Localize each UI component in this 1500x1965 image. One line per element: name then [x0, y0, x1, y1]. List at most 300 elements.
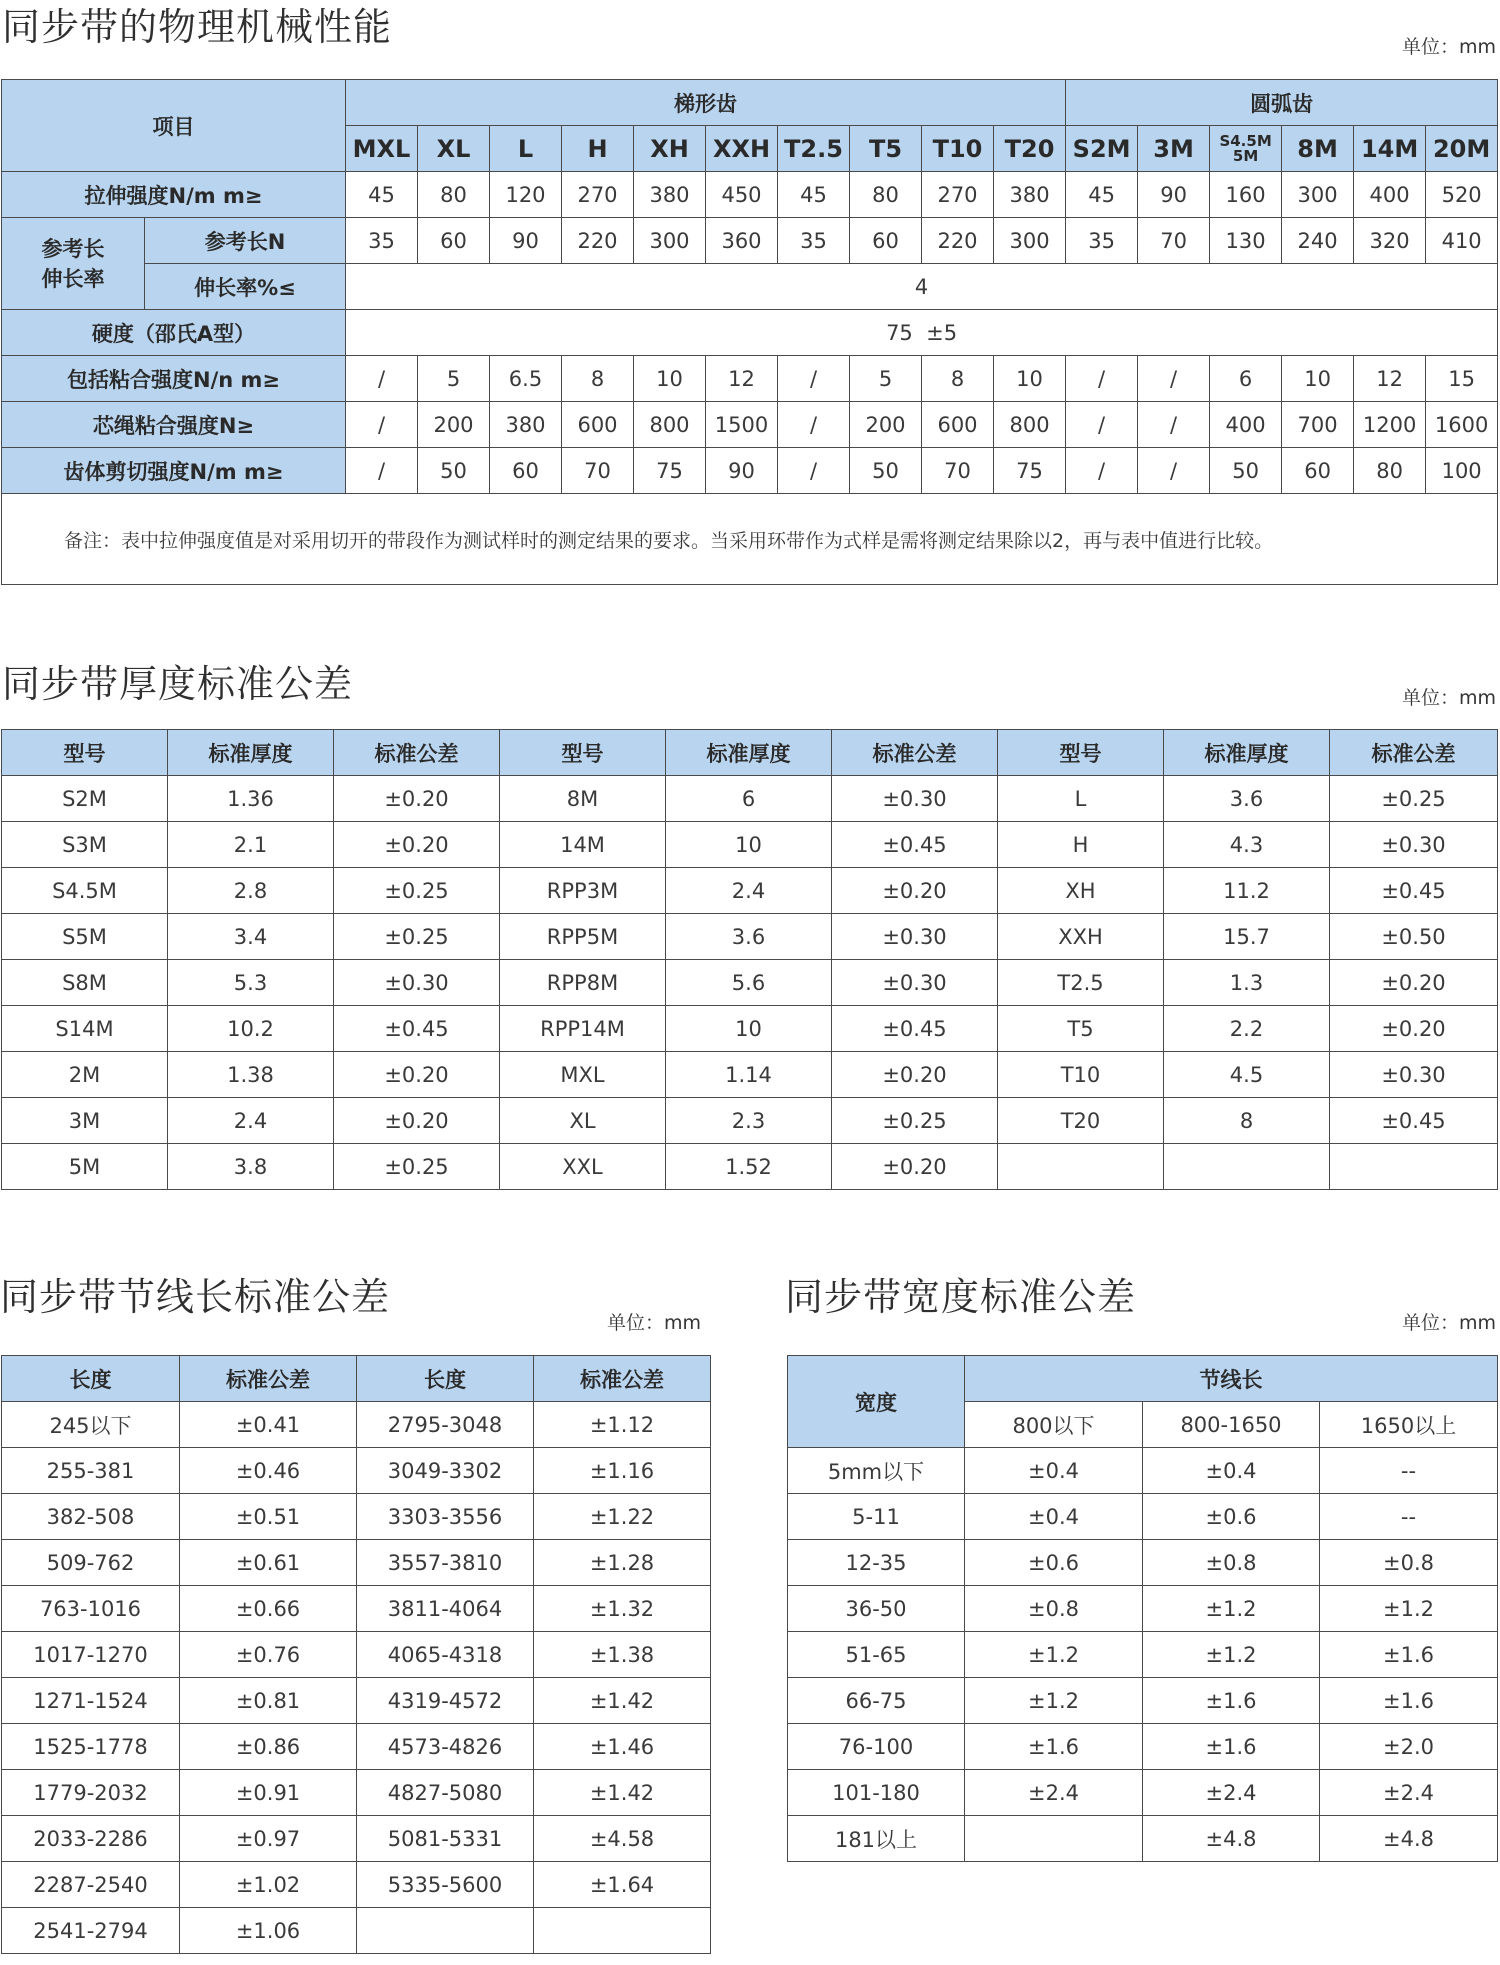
table-cell: 3811-4064	[357, 1586, 534, 1632]
width-table	[787, 1355, 1498, 1862]
tensile-value: 45	[778, 172, 850, 218]
table-cell: 509-762	[2, 1540, 180, 1586]
table-cell: ±0.30	[832, 914, 998, 960]
cord-value: /	[1066, 402, 1138, 448]
table-cell: ±0.45	[832, 822, 998, 868]
table-row	[2, 1724, 711, 1770]
type-header-8m: 8M	[1282, 126, 1354, 172]
table-cell: --	[1320, 1448, 1498, 1494]
cord-value: 200	[418, 402, 490, 448]
table-row	[2, 1678, 711, 1724]
table-cell: 1.38	[168, 1052, 334, 1098]
type-header-s45m-line2: 5M	[1232, 146, 1259, 165]
table-row	[2, 1098, 1498, 1144]
type-header-s4-5m	[1210, 126, 1282, 172]
table-cell: 245以下	[2, 1402, 180, 1448]
table-cell: RPP3M	[500, 868, 666, 914]
table-cell: ±1.28	[534, 1540, 711, 1586]
wrap-value: 8	[562, 356, 634, 402]
table-cell: ±0.51	[180, 1494, 357, 1540]
table-cell: ±1.6	[1320, 1678, 1498, 1724]
elong-value: 4	[346, 264, 1498, 310]
table-cell: 2.8	[168, 868, 334, 914]
wrap-value: 12	[706, 356, 778, 402]
table-row	[2, 868, 1498, 914]
section4-unit: 单位：mm	[1401, 1312, 1496, 1334]
table-cell: 2M	[2, 1052, 168, 1098]
table-cell: ±4.8	[1320, 1816, 1498, 1862]
table-cell: ±0.76	[180, 1632, 357, 1678]
cord-value: 800	[994, 402, 1066, 448]
cord-value: 800	[634, 402, 706, 448]
section1-unit: 单位：mm	[1401, 36, 1496, 58]
table-cell: ±2.4	[965, 1770, 1143, 1816]
shear-value: 70	[922, 448, 994, 494]
table-cell: 8M	[500, 776, 666, 822]
thickness-col-header: 标准公差	[334, 730, 500, 776]
row-label: 齿体剪切强度N/m m≥	[2, 448, 346, 494]
pitch-length-table	[1, 1355, 711, 1954]
table-cell: ±1.2	[1320, 1586, 1498, 1632]
table-row	[788, 1540, 1498, 1586]
table-cell: 1.14	[666, 1052, 832, 1098]
ref_len-value: 240	[1282, 218, 1354, 264]
type-header-t2-5: T2.5	[778, 126, 850, 172]
table-row	[2, 822, 1498, 868]
type-header-3m: 3M	[1138, 126, 1210, 172]
wrap-value: 10	[634, 356, 706, 402]
elong-row	[2, 264, 1498, 310]
hardness-row	[2, 310, 1498, 356]
table-cell: XXH	[998, 914, 1164, 960]
cord-value: /	[346, 402, 418, 448]
table-row	[2, 1908, 711, 1954]
table-cell: ±0.8	[1143, 1540, 1320, 1586]
shear-value: 60	[490, 448, 562, 494]
wrap-value: /	[1138, 356, 1210, 402]
table-cell: ±1.2	[1143, 1586, 1320, 1632]
thickness-col-header: 标准公差	[832, 730, 998, 776]
shear-value: 75	[994, 448, 1066, 494]
table-cell: ±0.30	[334, 960, 500, 1006]
cord-value: /	[1138, 402, 1210, 448]
table-cell: ±0.20	[1330, 960, 1498, 1006]
table-cell: 66-75	[788, 1678, 965, 1724]
ref_len-value: 220	[562, 218, 634, 264]
table-cell: S5M	[2, 914, 168, 960]
table-cell: RPP14M	[500, 1006, 666, 1052]
table-row	[788, 1494, 1498, 1540]
table-cell: 2287-2540	[2, 1862, 180, 1908]
table-cell: S3M	[2, 822, 168, 868]
type-header-20m: 20M	[1426, 126, 1498, 172]
table-row	[788, 1724, 1498, 1770]
row-label: 伸长率%≤	[145, 264, 346, 310]
table-cell: ±0.30	[832, 960, 998, 1006]
wrap-value: 6	[1210, 356, 1282, 402]
table-row	[788, 1678, 1498, 1724]
table-cell: ±0.97	[180, 1816, 357, 1862]
wrap-value: /	[778, 356, 850, 402]
table-cell: 4.5	[1164, 1052, 1330, 1098]
pitch-col-header: 长度	[2, 1356, 180, 1402]
table-cell: ±2.4	[1320, 1770, 1498, 1816]
table-cell: ±0.4	[965, 1494, 1143, 1540]
section4-title: 同步带宽度标准公差	[785, 1275, 1137, 1319]
table-cell: XL	[500, 1098, 666, 1144]
section2-title: 同步带厚度标准公差	[2, 662, 354, 706]
table-cell: 12-35	[788, 1540, 965, 1586]
tensile-value: 400	[1354, 172, 1426, 218]
table-cell: L	[998, 776, 1164, 822]
tensile-value: 270	[922, 172, 994, 218]
table-row	[2, 1448, 711, 1494]
table-cell: ±1.2	[965, 1678, 1143, 1724]
table-row	[2, 1540, 711, 1586]
hardness-value: 75 ±5	[346, 310, 1498, 356]
table-cell: ±1.38	[534, 1632, 711, 1678]
table-cell: ±1.6	[1320, 1632, 1498, 1678]
table-cell: ±0.45	[1330, 1098, 1498, 1144]
ref_len-value: 220	[922, 218, 994, 264]
note-row	[2, 494, 1498, 585]
cord-value: 200	[850, 402, 922, 448]
tensile-value: 160	[1210, 172, 1282, 218]
thickness-header-row	[2, 730, 1498, 776]
cord-row	[2, 402, 1498, 448]
arc-header: 圆弧齿	[1066, 80, 1498, 126]
table-cell: 2.3	[666, 1098, 832, 1144]
table-cell: ±0.45	[1330, 868, 1498, 914]
pitch-len-sub-header: 800以下	[965, 1402, 1143, 1448]
tensile-value: 450	[706, 172, 778, 218]
table-cell: 5-11	[788, 1494, 965, 1540]
tensile-value: 270	[562, 172, 634, 218]
ref_len-value: 35	[1066, 218, 1138, 264]
width-header: 宽度	[788, 1356, 965, 1448]
table-cell: RPP8M	[500, 960, 666, 1006]
type-header-mxl: MXL	[346, 126, 418, 172]
row-label: 参考长N	[145, 218, 346, 264]
table-cell: XH	[998, 868, 1164, 914]
cord-value: 600	[922, 402, 994, 448]
row-label: 芯绳粘合强度N≥	[2, 402, 346, 448]
table-cell: T5	[998, 1006, 1164, 1052]
table-cell: ±0.25	[832, 1098, 998, 1144]
table-cell: ±0.86	[180, 1724, 357, 1770]
table-cell	[1164, 1144, 1330, 1190]
note-text: 备注：表中拉伸强度值是对采用切开的带段作为测试样时的测定结果的要求。当采用环带作为式样是需将测定结果除以2，再与表中值进行比较。	[2, 494, 1498, 585]
tensile-value: 45	[346, 172, 418, 218]
row-label: 包括粘合强度N/n m≥	[2, 356, 346, 402]
cord-value: 1500	[706, 402, 778, 448]
shear-value: 100	[1426, 448, 1498, 494]
table-cell: ±0.50	[1330, 914, 1498, 960]
table-cell: 5335-5600	[357, 1862, 534, 1908]
tensile-value: 300	[1282, 172, 1354, 218]
table-cell: 1525-1778	[2, 1724, 180, 1770]
table-cell	[1330, 1144, 1498, 1190]
tensile-row	[2, 172, 1498, 218]
pitch-len-sub-header: 800-1650	[1143, 1402, 1320, 1448]
table-cell: 5M	[2, 1144, 168, 1190]
tensile-value: 380	[994, 172, 1066, 218]
table-cell: ±2.0	[1320, 1724, 1498, 1770]
table-cell: 36-50	[788, 1586, 965, 1632]
table-cell: 3.6	[666, 914, 832, 960]
table-cell: ±0.25	[334, 868, 500, 914]
table-cell: S2M	[2, 776, 168, 822]
thickness-col-header: 标准厚度	[666, 730, 832, 776]
type-header-xh: XH	[634, 126, 706, 172]
table-row	[2, 914, 1498, 960]
type-header-l: L	[490, 126, 562, 172]
shear-value: 70	[562, 448, 634, 494]
table-cell: ±0.91	[180, 1770, 357, 1816]
table-cell: ±1.2	[965, 1632, 1143, 1678]
table-row	[788, 1632, 1498, 1678]
table-cell	[965, 1816, 1143, 1862]
table-cell: ±0.25	[334, 914, 500, 960]
shear-value: 80	[1354, 448, 1426, 494]
table-cell: 15.7	[1164, 914, 1330, 960]
table-cell: ±1.6	[965, 1724, 1143, 1770]
table-cell: T2.5	[998, 960, 1164, 1006]
table-cell: ±0.8	[1320, 1540, 1498, 1586]
table-cell: ±0.81	[180, 1678, 357, 1724]
ref-len-row	[2, 218, 1498, 264]
thickness-col-header: 标准公差	[1330, 730, 1498, 776]
shear-value: 50	[850, 448, 922, 494]
table-cell: 2.4	[168, 1098, 334, 1144]
table-cell: ±0.30	[1330, 1052, 1498, 1098]
table-cell: ±0.20	[334, 776, 500, 822]
table-cell: 2.2	[1164, 1006, 1330, 1052]
table-cell: ±0.20	[1330, 1006, 1498, 1052]
table-cell: 4827-5080	[357, 1770, 534, 1816]
table-cell: ±1.02	[180, 1862, 357, 1908]
table-cell: ±1.46	[534, 1724, 711, 1770]
table-cell: ±0.20	[832, 1144, 998, 1190]
table-cell: ±4.58	[534, 1816, 711, 1862]
table-cell: 1017-1270	[2, 1632, 180, 1678]
type-header-h: H	[562, 126, 634, 172]
thickness-col-header: 标准厚度	[168, 730, 334, 776]
ref_len-value: 35	[346, 218, 418, 264]
table-cell: 5mm以下	[788, 1448, 965, 1494]
table-cell: RPP5M	[500, 914, 666, 960]
table-cell: ±1.64	[534, 1862, 711, 1908]
thickness-col-header: 型号	[2, 730, 168, 776]
table-cell: ±0.46	[180, 1448, 357, 1494]
tensile-value: 380	[634, 172, 706, 218]
pitch-col-header: 长度	[357, 1356, 534, 1402]
table-cell	[534, 1908, 711, 1954]
table-cell: ±0.61	[180, 1540, 357, 1586]
section3-title: 同步带节线长标准公差	[0, 1275, 391, 1319]
table-cell: 3.6	[1164, 776, 1330, 822]
table-cell: ±0.20	[832, 868, 998, 914]
table-cell: ±0.20	[334, 1098, 500, 1144]
table-row	[2, 1052, 1498, 1098]
pitch-header-row	[2, 1356, 711, 1402]
table-cell: ±0.45	[334, 1006, 500, 1052]
shear-value: /	[1066, 448, 1138, 494]
table-cell: 255-381	[2, 1448, 180, 1494]
table-cell: ±1.2	[1143, 1632, 1320, 1678]
table-cell: ±0.41	[180, 1402, 357, 1448]
tensile-value: 45	[1066, 172, 1138, 218]
table-cell: 14M	[500, 822, 666, 868]
cord-value: 700	[1282, 402, 1354, 448]
wrap-value: /	[1066, 356, 1138, 402]
table-cell: ±0.66	[180, 1586, 357, 1632]
table-cell: 8	[1164, 1098, 1330, 1144]
ref_len-value: 360	[706, 218, 778, 264]
table-row	[2, 960, 1498, 1006]
table-cell: S4.5M	[2, 868, 168, 914]
trapezoid-header: 梯形齿	[346, 80, 1066, 126]
table-cell: ±1.42	[534, 1678, 711, 1724]
type-header-14m: 14M	[1354, 126, 1426, 172]
table-cell: ±0.20	[334, 1052, 500, 1098]
table-cell: T10	[998, 1052, 1164, 1098]
table-cell: H	[998, 822, 1164, 868]
table-cell: 11.2	[1164, 868, 1330, 914]
table-row	[2, 1770, 711, 1816]
section3-unit: 单位：mm	[607, 1312, 702, 1334]
ref-group-label: 参考长 伸长率	[2, 218, 145, 310]
section1-title: 同步带的物理机械性能	[2, 5, 393, 49]
table-cell: 5.3	[168, 960, 334, 1006]
cord-value: 1200	[1354, 402, 1426, 448]
ref_len-value: 35	[778, 218, 850, 264]
ref_len-value: 300	[994, 218, 1066, 264]
shear-value: /	[1138, 448, 1210, 494]
wrap-value: 8	[922, 356, 994, 402]
ref_len-value: 300	[634, 218, 706, 264]
shear-value: 90	[706, 448, 778, 494]
table-cell: ±1.22	[534, 1494, 711, 1540]
table-row	[2, 1862, 711, 1908]
table-cell: 5.6	[666, 960, 832, 1006]
table-cell: ±2.4	[1143, 1770, 1320, 1816]
wrap-value: 10	[994, 356, 1066, 402]
row-label: 硬度（邵氏A型）	[2, 310, 346, 356]
pitch-col-header: 标准公差	[534, 1356, 711, 1402]
table-cell: 3M	[2, 1098, 168, 1144]
table-cell: 1.3	[1164, 960, 1330, 1006]
table-row	[2, 1144, 1498, 1190]
table-row	[788, 1448, 1498, 1494]
item-header: 项目	[2, 80, 346, 172]
section2-unit: 单位：mm	[1401, 687, 1496, 709]
table-cell: ±0.25	[1330, 776, 1498, 822]
table-cell: ±1.16	[534, 1448, 711, 1494]
table-cell: ±0.8	[965, 1586, 1143, 1632]
ref_len-value: 60	[418, 218, 490, 264]
shear-value: 75	[634, 448, 706, 494]
table-row	[2, 1006, 1498, 1052]
shear-value: 50	[1210, 448, 1282, 494]
wrap-value: /	[346, 356, 418, 402]
table-cell: 2.4	[666, 868, 832, 914]
table-cell: 3303-3556	[357, 1494, 534, 1540]
table-cell: ±1.32	[534, 1586, 711, 1632]
wrap-value: 10	[1282, 356, 1354, 402]
table-cell: ±0.30	[1330, 822, 1498, 868]
row-label: 拉伸强度N/m m≥	[2, 172, 346, 218]
ref_len-value: 90	[490, 218, 562, 264]
cord-value: 600	[562, 402, 634, 448]
table-cell	[998, 1144, 1164, 1190]
ref_len-value: 60	[850, 218, 922, 264]
table-cell: 1.36	[168, 776, 334, 822]
wrap-value: 15	[1426, 356, 1498, 402]
table-cell: 1271-1524	[2, 1678, 180, 1724]
table-cell: ±4.8	[1143, 1816, 1320, 1862]
table-cell: 1779-2032	[2, 1770, 180, 1816]
wrap-value: 5	[850, 356, 922, 402]
table-cell: 51-65	[788, 1632, 965, 1678]
wrap-row	[2, 356, 1498, 402]
table-cell: 4573-4826	[357, 1724, 534, 1770]
table-cell: S8M	[2, 960, 168, 1006]
table-cell: 4.3	[1164, 822, 1330, 868]
type-header-t5: T5	[850, 126, 922, 172]
table-row	[788, 1816, 1498, 1862]
table-cell: ±0.20	[832, 1052, 998, 1098]
table-cell: 10	[666, 822, 832, 868]
ref_len-value: 320	[1354, 218, 1426, 264]
table-cell: 5081-5331	[357, 1816, 534, 1862]
thickness-col-header: 型号	[500, 730, 666, 776]
shear-value: /	[778, 448, 850, 494]
wrap-value: 6.5	[490, 356, 562, 402]
table-cell: 181以上	[788, 1816, 965, 1862]
table-cell: ±1.12	[534, 1402, 711, 1448]
shear-value: 60	[1282, 448, 1354, 494]
table-row	[2, 1494, 711, 1540]
table-cell: 10	[666, 1006, 832, 1052]
pitch-len-header: 节线长	[965, 1356, 1498, 1402]
table-cell: S14M	[2, 1006, 168, 1052]
table-cell: 3049-3302	[357, 1448, 534, 1494]
ref_len-value: 70	[1138, 218, 1210, 264]
table-cell: 6	[666, 776, 832, 822]
table-cell: ±1.06	[180, 1908, 357, 1954]
thickness-col-header: 型号	[998, 730, 1164, 776]
thickness-col-header: 标准厚度	[1164, 730, 1330, 776]
table-cell: ±0.6	[965, 1540, 1143, 1586]
wrap-value: 12	[1354, 356, 1426, 402]
table-cell: 2033-2286	[2, 1816, 180, 1862]
table-cell: ±0.45	[832, 1006, 998, 1052]
table-cell: 3557-3810	[357, 1540, 534, 1586]
table-cell: ±0.4	[965, 1448, 1143, 1494]
table-cell: --	[1320, 1494, 1498, 1540]
table-cell: ±1.6	[1143, 1724, 1320, 1770]
type-header-t10: T10	[922, 126, 994, 172]
ref_len-value: 130	[1210, 218, 1282, 264]
table-cell: 4319-4572	[357, 1678, 534, 1724]
table-cell: 3.4	[168, 914, 334, 960]
table-cell: 2795-3048	[357, 1402, 534, 1448]
tensile-value: 90	[1138, 172, 1210, 218]
pitch-col-header: 标准公差	[180, 1356, 357, 1402]
table-cell: XXL	[500, 1144, 666, 1190]
table-cell: 76-100	[788, 1724, 965, 1770]
